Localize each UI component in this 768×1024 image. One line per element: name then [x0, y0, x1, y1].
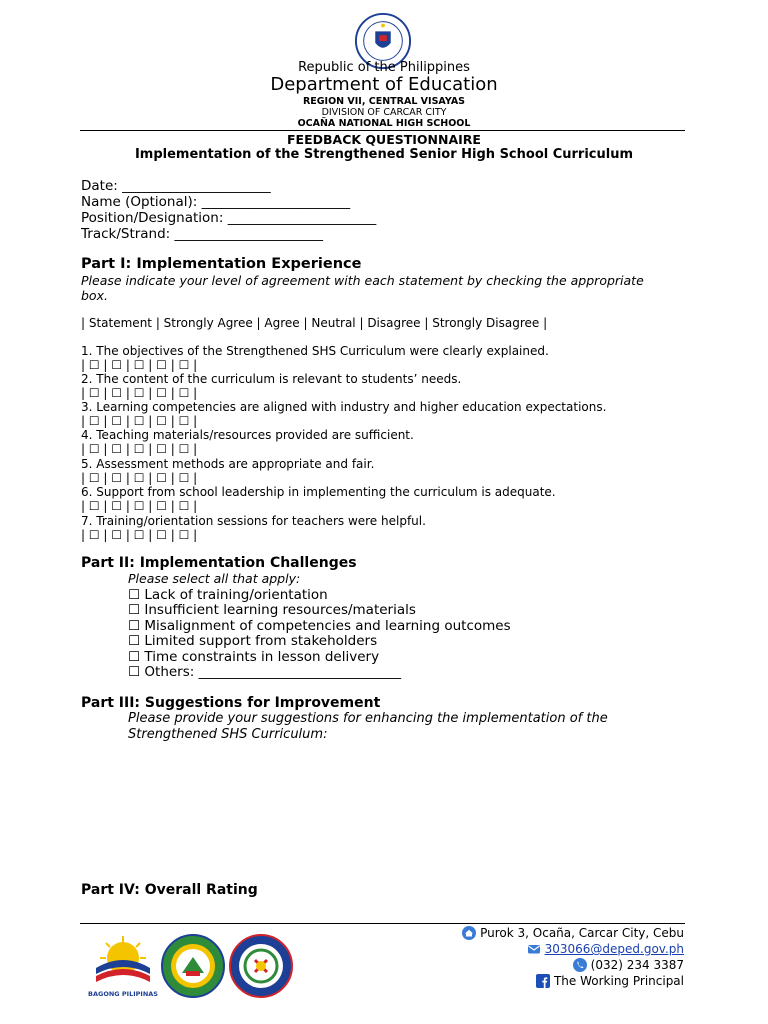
division-label: DIVISION OF CARCAR CITY: [321, 107, 447, 118]
track-strand-field[interactable]: Track/Strand: ______________________: [81, 226, 324, 242]
part3-instruction: Please provide your suggestions for enhancing the implementation of the Strengthened SHS Curriculum:: [128, 711, 608, 742]
bagong-pilipinas-logo: [88, 934, 158, 996]
part3-heading: Part III: Suggestions for Improvement: [81, 695, 381, 711]
region-label: REGION VII, CENTRAL VISAYAS: [302, 96, 466, 107]
school-seal-blue-icon: [228, 933, 294, 999]
school-seal-green-icon: [160, 933, 226, 999]
questionnaire-subtitle: Implementation of the Strengthened Senior High School Curriculum: [134, 147, 634, 162]
statement-3: 3. Learning competencies are aligned with industry and higher education expectations.: [81, 400, 607, 414]
part2-heading: Part II: Implementation Challenges: [81, 555, 357, 571]
statement-2: 2. The content of the curriculum is relevant to students’ needs.: [81, 372, 462, 386]
checkbox-row-6[interactable]: | ☐ | ☐ | ☐ | ☐ | ☐ |: [81, 499, 198, 513]
bagong-pilipinas-text: BAGONG PILIPINAS: [88, 990, 158, 998]
statement-6: 6. Support from school leadership in implementing the curriculum is adequate.: [81, 485, 556, 499]
challenge-option-5[interactable]: ☐ Time constraints in lesson delivery: [128, 649, 380, 665]
part2-instruction: Please select all that apply:: [128, 571, 301, 586]
department-name: Department of Education: [270, 74, 498, 95]
challenge-option-others[interactable]: ☐ Others: ______________________________: [128, 664, 402, 680]
email-icon: [527, 942, 541, 956]
address-text: Purok 3, Ocaña, Carcar City, Cebu: [480, 926, 684, 940]
checkbox-row-5[interactable]: | ☐ | ☐ | ☐ | ☐ | ☐ |: [81, 471, 198, 485]
phone-text: (032) 234 3387: [590, 958, 684, 972]
statement-5: 5. Assessment methods are appropriate and fair.: [81, 457, 375, 471]
checkbox-row-3[interactable]: | ☐ | ☐ | ☐ | ☐ | ☐ |: [81, 414, 198, 428]
header-divider: [80, 130, 685, 131]
footer-address: [462, 926, 684, 940]
rating-table-header: | Statement | Strongly Agree | Agree | Neutral | Disagree | Strongly Disagree |: [81, 316, 548, 330]
date-field[interactable]: Date: ______________________: [81, 178, 271, 194]
challenge-option-2[interactable]: ☐ Insufficient learning resources/materials: [128, 602, 416, 618]
facebook-icon: [536, 974, 550, 988]
challenge-option-1[interactable]: ☐ Lack of training/orientation: [128, 587, 328, 603]
challenge-option-4[interactable]: ☐ Limited support from stakeholders: [128, 633, 378, 649]
phone-icon: [573, 958, 587, 972]
part1-instruction: Please indicate your level of agreement with each statement by checking the appropriate box.: [81, 273, 644, 303]
position-field[interactable]: Position/Designation: ______________________: [81, 210, 377, 226]
footer-divider: [80, 923, 685, 924]
republic-label: Republic of the Philippines: [298, 60, 470, 75]
footer-phone: [573, 958, 684, 972]
facebook-page-name[interactable]: The Working Principal: [553, 974, 684, 988]
email-link[interactable]: 303066@deped.gov.ph: [544, 942, 684, 956]
part4-heading: Part IV: Overall Rating: [81, 882, 258, 898]
checkbox-row-1[interactable]: | ☐ | ☐ | ☐ | ☐ | ☐ |: [81, 358, 198, 372]
statement-4: 4. Teaching materials/resources provided are sufficient.: [81, 428, 414, 442]
checkbox-row-2[interactable]: | ☐ | ☐ | ☐ | ☐ | ☐ |: [81, 386, 198, 400]
home-icon: [462, 926, 476, 940]
part1-heading: Part I: Implementation Experience: [81, 256, 362, 272]
footer-facebook[interactable]: [536, 974, 684, 988]
checkbox-row-7[interactable]: | ☐ | ☐ | ☐ | ☐ | ☐ |: [81, 528, 198, 542]
challenge-option-3[interactable]: ☐ Misalignment of competencies and learning outcomes: [128, 618, 511, 634]
name-field[interactable]: Name (Optional): ______________________: [81, 194, 351, 210]
statement-7: 7. Training/orientation sessions for teachers were helpful.: [81, 514, 426, 528]
footer-email[interactable]: [527, 942, 684, 956]
checkbox-row-4[interactable]: | ☐ | ☐ | ☐ | ☐ | ☐ |: [81, 442, 198, 456]
school-name: OCAÑA NATIONAL HIGH SCHOOL: [297, 118, 471, 129]
bagong-pilipinas-icon: [88, 934, 158, 984]
questionnaire-title: FEEDBACK QUESTIONNAIRE: [287, 132, 481, 147]
statement-1: 1. The objectives of the Strengthened SHS Curriculum were clearly explained.: [81, 344, 549, 358]
